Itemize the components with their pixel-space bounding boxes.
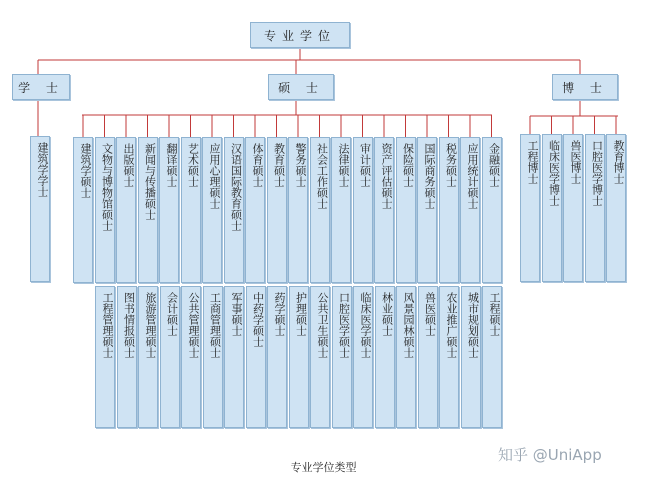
degree-label: 教育硕士 — [272, 143, 286, 187]
degree-label: 工程硕士 — [488, 292, 501, 336]
doctor-node — [552, 74, 618, 100]
degree-box — [159, 137, 179, 283]
degree-label: 出版硕士 — [122, 143, 135, 187]
degree-box — [138, 286, 158, 428]
degree-box — [563, 134, 583, 282]
degree-box — [482, 286, 502, 428]
doctor-label: 博 士 — [562, 80, 608, 95]
root-node — [250, 22, 350, 48]
degree-box — [117, 286, 137, 428]
master-label: 硕 士 — [278, 80, 324, 95]
watermark: 知乎 @UniApp — [498, 446, 602, 464]
degree-box — [267, 286, 287, 428]
degree-box — [482, 137, 502, 283]
degree-box — [520, 134, 540, 282]
degree-label: 临床医学博士 — [547, 140, 561, 206]
degree-box — [585, 134, 605, 282]
degree-label: 建筑学硕士 — [79, 143, 92, 198]
degree-label: 公共管理硕士 — [187, 292, 200, 358]
degree-box — [95, 137, 115, 283]
degree-label: 审计硕士 — [358, 143, 372, 187]
degree-box — [310, 286, 330, 428]
degree-box — [95, 286, 115, 428]
degree-box — [542, 134, 562, 282]
degree-box — [396, 137, 416, 283]
degree-box — [246, 286, 266, 428]
degree-box — [375, 286, 395, 428]
degree-label: 旅游管理硕士 — [144, 292, 157, 358]
degree-label: 新闻与传播硕士 — [143, 143, 157, 220]
degree-label: 护理硕士 — [294, 292, 308, 336]
degree-box — [224, 286, 244, 428]
diagram-caption: 专业学位类型 — [290, 461, 357, 474]
degree-box — [288, 137, 308, 283]
degree-label: 会计硕士 — [165, 292, 179, 336]
degree-box — [73, 137, 93, 283]
degree-box — [418, 286, 438, 428]
degree-box — [606, 134, 626, 282]
degree-box — [353, 137, 373, 283]
degree-box — [331, 137, 351, 283]
degree-label: 城市规划硕士 — [466, 292, 480, 358]
degree-label: 文物与博物馆硕士 — [100, 143, 114, 231]
degree-label: 应用心理硕士 — [208, 143, 221, 209]
degree-label: 保险硕士 — [401, 143, 415, 187]
degree-box — [460, 137, 480, 283]
degree-box — [439, 137, 459, 283]
degree-box — [203, 286, 223, 428]
degree-label: 药学硕士 — [273, 292, 286, 336]
master-node — [268, 74, 334, 100]
degree-label: 风景园林硕士 — [402, 292, 415, 358]
degree-label: 中药学硕士 — [251, 292, 265, 347]
degree-label: 工程管理硕士 — [101, 292, 114, 358]
degree-label: 口腔医学博士 — [590, 140, 604, 206]
degree-label: 军事硕士 — [230, 292, 243, 336]
degree-label: 工程博士 — [526, 140, 539, 184]
degree-label: 教育博士 — [612, 140, 625, 184]
degree-box — [374, 137, 394, 283]
degree-label: 建筑学学士 — [36, 142, 49, 197]
degree-box — [310, 137, 330, 283]
degree-box — [396, 286, 416, 428]
degree-label: 兽医博士 — [569, 140, 582, 184]
degree-box — [439, 286, 459, 428]
degree-box — [160, 286, 180, 428]
degree-box — [138, 137, 158, 283]
degree-box — [353, 286, 373, 428]
degree-label: 工商管理硕士 — [208, 292, 222, 358]
degree-box — [289, 286, 309, 428]
degree-label: 翻译硕士 — [165, 143, 178, 187]
degree-box — [224, 137, 244, 283]
degree-box — [267, 137, 287, 283]
degree-box — [116, 137, 136, 283]
degree-label: 林业硕士 — [380, 292, 394, 336]
degree-box — [181, 137, 201, 283]
degree-label: 图书情报硕士 — [122, 292, 136, 358]
degree-label: 法律硕士 — [337, 143, 350, 187]
degree-label: 金融硕士 — [487, 143, 501, 187]
degree-box — [417, 137, 437, 283]
degree-box — [245, 137, 265, 283]
bachelor-label: 学 士 — [18, 80, 64, 95]
degree-label: 汉语国际教育硕士 — [229, 143, 243, 231]
degree-box — [181, 286, 201, 428]
bachelor-node — [12, 74, 70, 100]
degree-box — [30, 136, 50, 282]
degree-label: 口腔医学硕士 — [337, 292, 351, 358]
degree-label: 公共卫生硕士 — [316, 292, 329, 358]
degree-label: 应用统计硕士 — [466, 143, 479, 209]
degree-label: 资产评估硕士 — [380, 143, 393, 209]
degree-box — [332, 286, 352, 428]
degree-label: 临床医学硕士 — [359, 292, 372, 358]
degree-label: 警务硕士 — [294, 143, 307, 187]
degree-box — [461, 286, 481, 428]
degree-label: 税务硕士 — [444, 143, 458, 187]
degree-label: 社会工作硕士 — [315, 143, 329, 209]
degree-label: 艺术硕士 — [186, 143, 200, 187]
degree-label: 兽医硕士 — [423, 292, 437, 336]
degree-label: 国际商务硕士 — [423, 143, 436, 209]
degree-box — [202, 137, 222, 283]
degree-label: 农业推广硕士 — [445, 292, 458, 358]
root-label: 专业学位 — [263, 28, 336, 43]
degree-label: 体育硕士 — [251, 143, 264, 187]
